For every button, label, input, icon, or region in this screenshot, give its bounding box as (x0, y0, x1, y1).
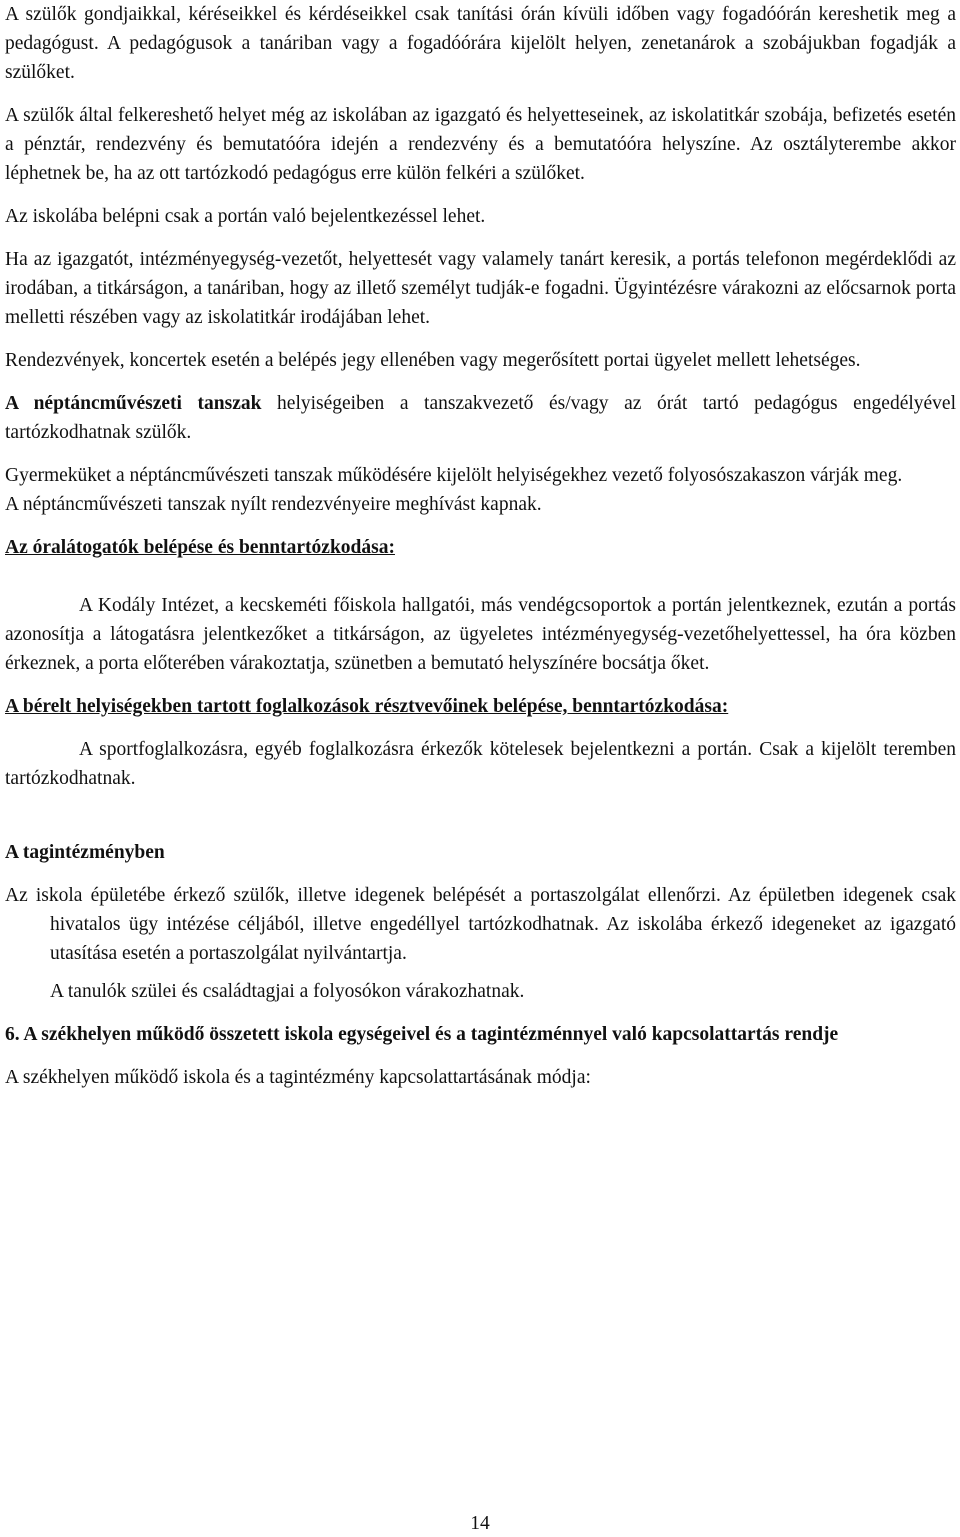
paragraph-contact-mode: A székhelyen működő iskola és a tagintézmény kapcsolattartásának módja: (5, 1067, 591, 1088)
heading-section-6: 6. A székhelyen működő összetett iskola egységeivel és a tagintézménnyel való kapcsolattartás rendje (5, 1024, 839, 1045)
paragraph-open-events: A néptáncművészeti tanszak nyílt rendezvényeire meghívást kapnak. (5, 494, 542, 515)
paragraph-folk-dance (5, 389, 956, 447)
paragraph-entry-rule: Az iskolába belépni csak a portán való bejelentkezéssel lehet. (5, 206, 486, 227)
heading-visitors: Az óralátogatók belépése és benntartózkodása: (5, 537, 395, 558)
paragraph-parent-locations: A szülők által felkereshető helyet még az iskolában az igazgató és helyetteseinek, az iskolatitkár szobája, befizetés esetén a pénztár, rendezvény és bemutatóóra idején a rendezvény és a bemutatóóra helyszíne. Az osztályterembe akkor léphetnek be, ha az ott tartózkodó pedagógus erre külön felkéri a szülőket. (5, 105, 956, 184)
paragraph-events: Rendezvények, koncertek esetén a belépés jegy ellenében vagy megerősített portai ügyelet mellett lehetséges. (5, 350, 861, 371)
heading-rented-rooms: A bérelt helyiségekben tartott foglalkozások résztvevőinek belépése, benntartózkodása: (5, 696, 729, 717)
paragraph-sports-activities: A sportfoglalkozásra, egyéb foglalkozásra érkezők kötelesek bejelentkezni a portán. Csak a kijelölt teremben tartózkodhatnak. (5, 739, 956, 789)
heading-member-institution: A tagintézményben (5, 842, 165, 863)
folk-dance-bold-term: A néptáncművészeti tanszak (5, 393, 262, 414)
page-number: 14 (470, 1513, 490, 1534)
document-page (5, 0, 956, 1092)
paragraph-member-entry: Az iskola épületébe érkező szülők, illetve idegenek belépését a portaszolgálat ellenőrzi. Az épületben idegenek csak hivatalos ügy intézése céljából, illetve engedéllyel tartózkodhatnak. Az iskolába érkező idegeneket az igazgató utasítása esetén a portaszolgálat nyilvántartja. (5, 885, 956, 964)
paragraph-family-wait: A tanulók szülei és családtagjai a folyosókon várakozhatnak. (50, 981, 525, 1002)
paragraph-visitor-groups: A Kodály Intézet, a kecskeméti főiskola hallgatói, más vendégcsoportok a portán jelentkeznek, ezután a portás azonosítja a látogatásra jelentkezőket a titkárságon, az ügyeletes intézményegység-vezetőhelyettessel, ha óra közben érkeznek, a porta előterében várakoztatja, szünetben a bemutató helyszínére bocsátja őket. (5, 595, 956, 674)
paragraph-parent-visits: A szülők gondjaikkal, kéréseikkel és kérdéseikkel csak tanítási órán kívüli időben vagy fogadóórán kereshetik meg a pedagógust. A pedagógusok a tanáriban vagy a fogadóórára kijelölt helyen, zenetanárok a szobájukban fogadják a szülőket. (5, 4, 956, 83)
paragraph-porter-procedure: Ha az igazgatót, intézményegység-vezetőt, helyettesét vagy valamely tanárt keresik, a portás telefonon megérdeklődi az irodában, a titkárságon, a tanáriban, hogy az illető személyt tudják-e fogadni. Ügyintézésre várakozni az előcsarnok porta melletti részében vagy az iskolatitkár irodájában lehet. (5, 249, 956, 328)
folk-dance-rest: helyiségeiben a tanszakvezető és/vagy az órát tartó pedagógus engedélyével tartózkodhatnak szülők. (5, 393, 956, 443)
paragraph-corridor-wait: Gyermeküket a néptáncművészeti tanszak működésére kijelölt helyiségekhez vezető folyosószakaszon várják meg. (5, 465, 903, 486)
